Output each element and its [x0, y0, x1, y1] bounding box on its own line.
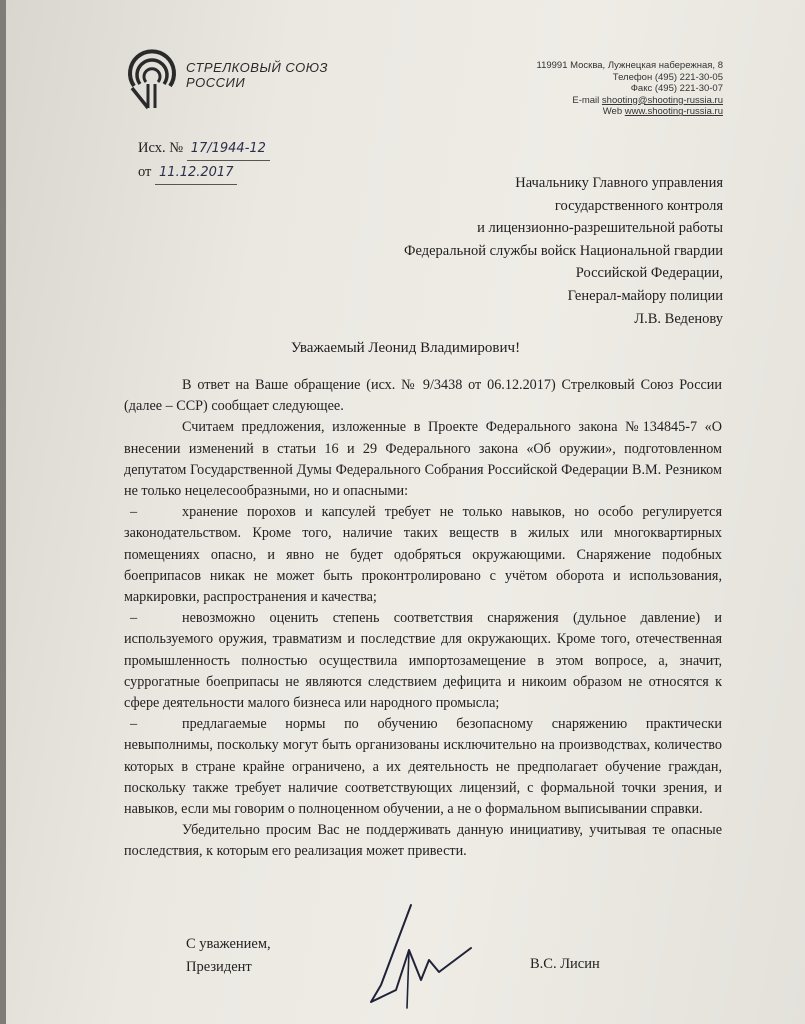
letter-page	[6, 0, 805, 1024]
list-item: – хранение порохов и капсулей требует не только навыков, но особо регулируется законодательством. Кроме того, наличие таких веществ в жилых или многоквартирных помещениях опасно, и явно не будет одобряться окружающими. Снаряжение подобных боеприпасов никак не может быть проконтролировано с учётом оборота и использования, маркировки, распространения и качества;	[124, 504, 722, 606]
fax-number: (495) 221-30-07	[654, 83, 723, 95]
address: 119991 Москва, Лужнецкая набережная, 8	[536, 60, 723, 71]
org-name-line1: СТРЕЛКОВЫЙ СОЮЗ	[186, 60, 329, 75]
outgoing-date-label: от	[138, 164, 152, 180]
addressee-line: государственного контроля	[554, 197, 723, 214]
signer-position: Президент	[186, 959, 252, 975]
web-link[interactable]: www.shooting-russia.ru	[624, 106, 723, 118]
dash-marker: –	[130, 610, 138, 627]
addressee-line: Генерал-майору полиции	[567, 287, 723, 304]
outgoing-number: 17/1944-12	[187, 138, 270, 161]
addressee-block	[404, 172, 723, 330]
org-name	[186, 60, 328, 90]
phone-line: Телефон (495) 221-30-05	[612, 71, 723, 83]
addressee-line: и лицензионно-разрешительной работы	[477, 220, 723, 237]
closing-regards: С уважением,	[186, 936, 271, 952]
phone-number: (495) 221-30-05	[654, 71, 723, 83]
paragraph: Считаем предложения, изложенные в Проекте Федерального закона №134845-7 «О внесении изменений в статьи 16 и 29 Федерального закона «Об оружии», подготовленном депутатом Государственной Думы Федерального Собрания Российской Федерации В.М. Резником не только нецелесообразными, но и опасными:	[124, 419, 722, 500]
addressee-line: Л.В. Веденову	[634, 310, 723, 327]
closing-block	[186, 933, 271, 979]
addressee-line: Российской Федерации,	[575, 265, 723, 282]
email-line: E-mail shooting@shooting-russia.ru	[572, 94, 723, 106]
fax-line: Факс (495) 221-30-07	[630, 83, 723, 95]
dash-marker: –	[130, 716, 138, 733]
org-name-line2: РОССИИ	[186, 75, 246, 90]
web-line: Web www.shooting-russia.ru	[602, 106, 723, 118]
list-item: – невозможно оценить степень соответствия снаряжения (дульное давление) и используемого оружия, травматизм и последствие для окружающих. Кроме того, отечественная промышленность полностью осуществила импортозамещение в этом вопросе, а, значит, суррогатные боеприпасы не являются следствием дефицита и никоим образом не относятся к сфере деятельности малого бизнеса или народного промысла;	[124, 610, 722, 712]
paragraph: В ответ на Ваше обращение (исх. № 9/3438 от 06.12.2017) Стрелковый Союз России (далее – ССР) сообщает следующее.	[124, 377, 722, 415]
email-link[interactable]: shooting@shooting-russia.ru	[601, 94, 723, 106]
outgoing-number-label: Исх. №	[138, 140, 184, 156]
list-item: – предлагаемые нормы по обучению безопасному снаряжению практически невыполнимы, поскольку могут быть организованы исключительно на производствах, количество которых в стране крайне ограничено, а их деятельность не предполагает обучение граждан, поскольку также требует наличие соответствующих лицензий, с формальной точки зрения, и навыков, если мы говорим о полноценном обучении, а не о формальном выписывании справки.	[124, 716, 722, 818]
handwritten-signature-icon	[351, 890, 501, 1010]
outgoing-reference	[138, 137, 270, 185]
outgoing-date: 11.12.2017	[155, 162, 237, 185]
addressee-line: Федеральной службы войск Национальной гвардии	[404, 242, 723, 259]
salutation: Уважаемый Леонид Владимирович!	[290, 340, 521, 356]
signer-name: В.С. Лисин	[530, 956, 600, 972]
addressee-line: Начальнику Главного управления	[515, 175, 723, 191]
dash-marker: –	[130, 504, 138, 521]
contact-block	[536, 60, 723, 118]
letter-body	[124, 375, 722, 863]
paragraph: Убедительно просим Вас не поддерживать данную инициативу, учитывая те опасные последствия, к которым его реализация может привести.	[124, 822, 722, 860]
shooting-union-logo-icon	[124, 48, 180, 110]
